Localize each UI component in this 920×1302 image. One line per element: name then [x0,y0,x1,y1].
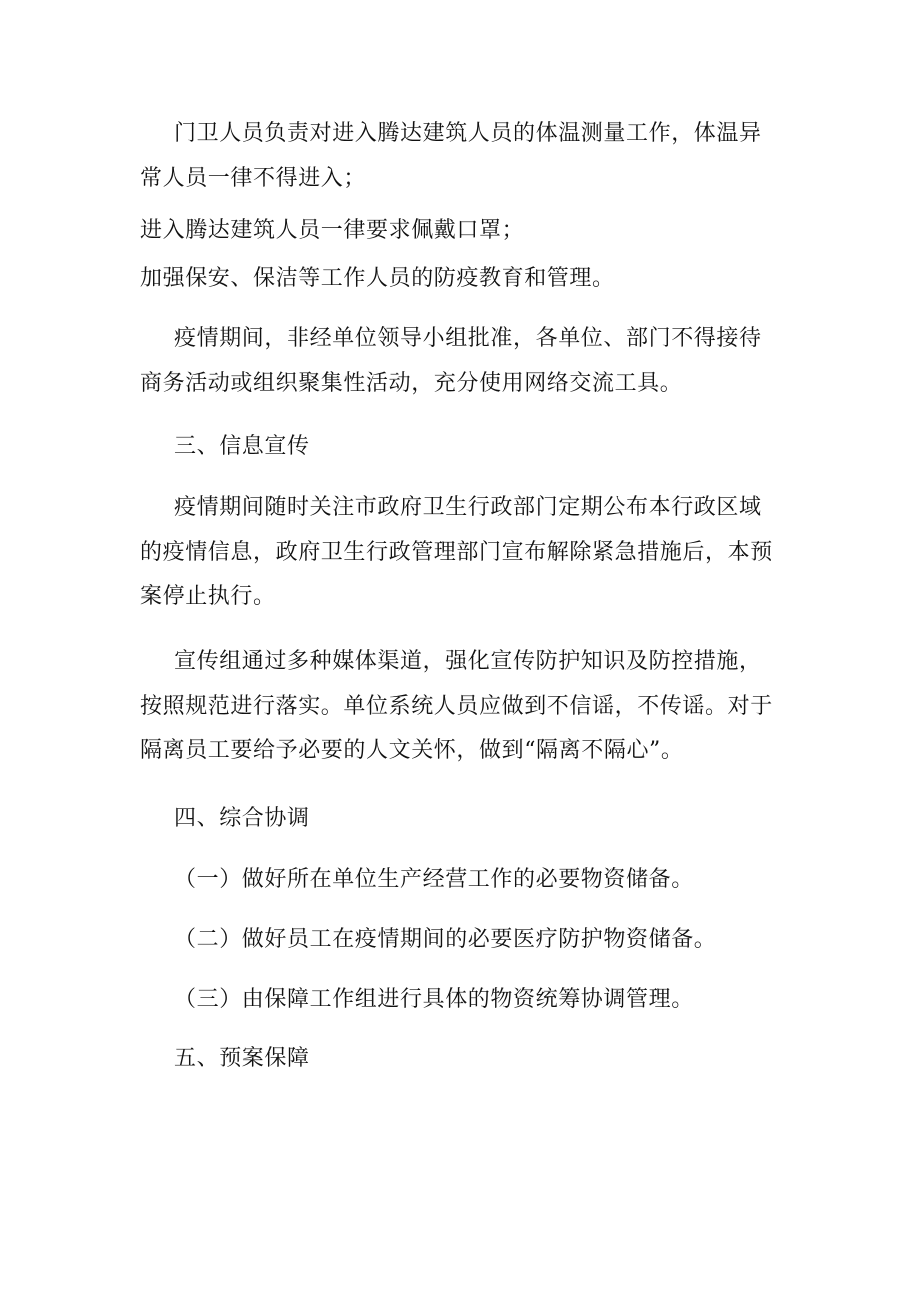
paragraph-epidemic-information [140,486,780,620]
list-item-production-supplies [140,858,780,903]
text-line: （一）做好所在单位生产经营工作的必要物资储备。 [174,867,694,892]
text-line: （三）由保障工作组进行具体的物资统筹协调管理。 [174,987,694,1012]
list-item-medical-supplies [140,918,780,963]
text-line: 隔离员工要给予必要的人文关怀，做到“隔离不隔心”。 [140,738,684,763]
paragraph-temperature-check [140,112,780,201]
heading-text: 四、综合协调 [174,806,310,831]
section-heading-information [140,425,780,470]
heading-text: 五、预案保障 [174,1046,310,1071]
paragraph-publicity-group [140,640,780,774]
text-line: 疫情期间，非经单位领导小组批准，各单位、部门不得接待 [174,326,762,351]
text-line: 门卫人员负责对进入腾达建筑人员的体温测量工作，体温异 [174,121,762,146]
section-heading-coordination [140,797,780,842]
text-line: 商务活动或组织聚集性活动，充分使用网络交流工具。 [140,370,683,396]
text-line: 宣传组通过多种媒体渠道，强化宣传防护知识及防控措施， [174,649,762,674]
text-line: 疫情期间随时关注市政府卫生行政部门定期公布本行政区域 [174,495,762,520]
text-line: （二）做好员工在疫情期间的必要医疗防护物资储备。 [174,927,717,952]
list-item-supply-coordination [140,978,780,1023]
text-line: 案停止执行。 [140,584,276,609]
text-line: 加强保安、保洁等工作人员的防疫教育和管理。 [140,266,615,291]
section-heading-plan-guarantee [140,1037,780,1082]
paragraph-mask-requirement [140,209,780,254]
heading-text: 三、信息宣传 [174,434,310,459]
text-line: 常人员一律不得进入； [140,165,367,191]
text-line: 进入腾达建筑人员一律要求佩戴口罩； [140,218,525,243]
paragraph-no-gatherings [140,317,780,406]
text-line: 的疫情信息，政府卫生行政管理部门宣布解除紧急措施后，本预 [140,539,773,565]
paragraph-staff-education [140,257,780,302]
text-line: 按照规范进行落实。单位系统人员应做到不信谣，不传谣。对于 [140,693,773,719]
